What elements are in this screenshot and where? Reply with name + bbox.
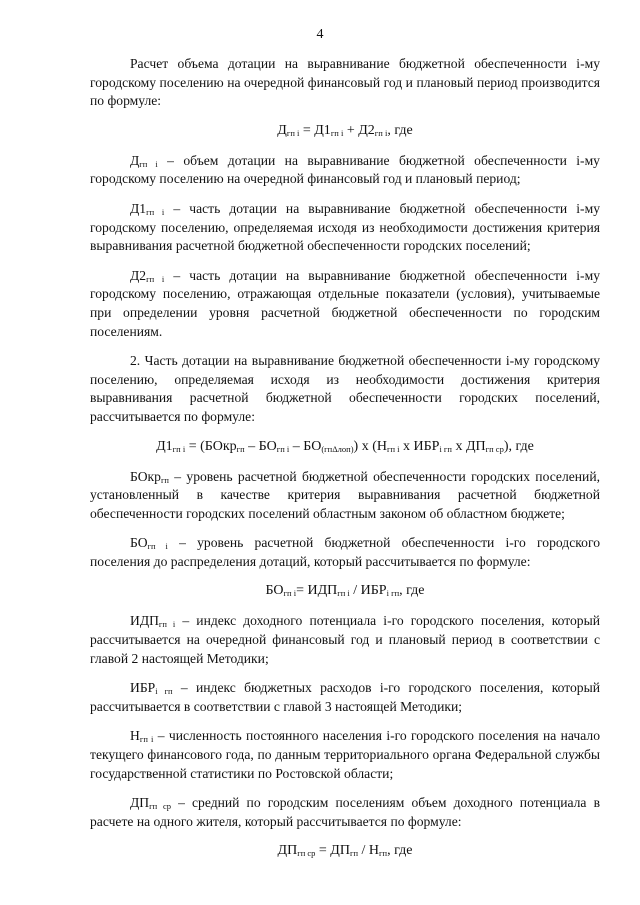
definition-ibr: $ИБР_{i гп}$ – индекс бюджетных расходов i-го городского поселения, который рассчитывается в соответствии с главой 3 настоящей Методики;: [90, 680, 600, 714]
definition-d: $Д_{гп i}$ – объем дотации на выравнивание бюджетной обеспеченности i-му городскому поселению на очередной финансовый год и плановый период;: [90, 152, 600, 187]
definition-d1: $Д1_{гп i}$ – часть дотации на выравнивание бюджетной обеспеченности i-му городскому поселению, определяемая исходя из необходимости достижения критерия выравнивания расчетной бюджетной обеспеченности городских поселений;: [90, 200, 600, 254]
definition-h: $Н_{гп i}$ – численность постоянного населения i-го городского поселения на начало текущего финансового года, по данным территориального органа Федеральной службы государственной статистики по Ростовской области;: [90, 728, 600, 781]
formula-bo: $БО_{гп i}= ИДП_{гп i} / ИБР_{i гп}$, где: [265, 583, 425, 599]
paragraph-intro: Расчет объема дотации на выравнивание бюджетной обеспеченности i-му городскому поселению на очередной финансовый год и плановый период производится по формуле:: [90, 56, 600, 109]
definition-d2: $Д2_{гп i}$ – часть дотации на выравнивание бюджетной обеспеченности i-му городскому поселению, отражающая отдельные показатели (условия), учитываемые при определении уровня расчетной бюджетной обеспеченности по городским поселениям.: [90, 267, 600, 339]
document-body: [90, 55, 600, 872]
formula-d1: $Д1_{гп i}$ = (БОкр$_{гп}$ – $БО_{гп i} - БО_{(гп\Delta лоп)}$) х ($Н_{гп i}$ х $ИБР_{i гп}$ х $ДП_{гп ср}$), где: [156, 438, 534, 454]
definition-idp: $ИДП_{гп i}$ – индекс доходного потенциала i-го городского поселения, который рассчитывается на очередной финансовый год и плановый период в соответствии с главой 2 настоящей Методики;: [90, 613, 600, 666]
page-number: 4: [316, 27, 324, 42]
definition-bo: $БО_{гп i}$ – уровень расчетной бюджетной обеспеченности i-го городского поселения до распределения дотаций, который рассчитывается по формуле:: [90, 535, 600, 569]
formula-dpsr: $ДП_{гп ср} = ДП_{гп} / Н_{гп}$, где: [277, 843, 413, 859]
formula-total-subsidy: $Д_{гп i} = Д1_{гп i} + Д2_{гп i}$, где: [277, 122, 413, 138]
definition-bokr: БОкр$_{гп}$ – уровень расчетной бюджетной обеспеченности городских поселений, установленный в качестве критерия выравнивания расчетной бюджетной обеспеченности городских поселений областным законом об областном бюджете;: [90, 468, 600, 521]
paragraph-item-2: 2. Часть дотации на выравнивание бюджетной обеспеченности i-му городскому поселению, определяемая исходя из необходимости достижения критерия выравнивания расчетной бюджетной обеспеченности городских поселений, рассчитывается по формуле:: [90, 353, 600, 424]
definition-dpsr: $ДП_{гп ср}$ – средний по городским поселениям объем доходного потенциала в расчете на одного жителя, который рассчитывается по формуле:: [90, 795, 600, 829]
